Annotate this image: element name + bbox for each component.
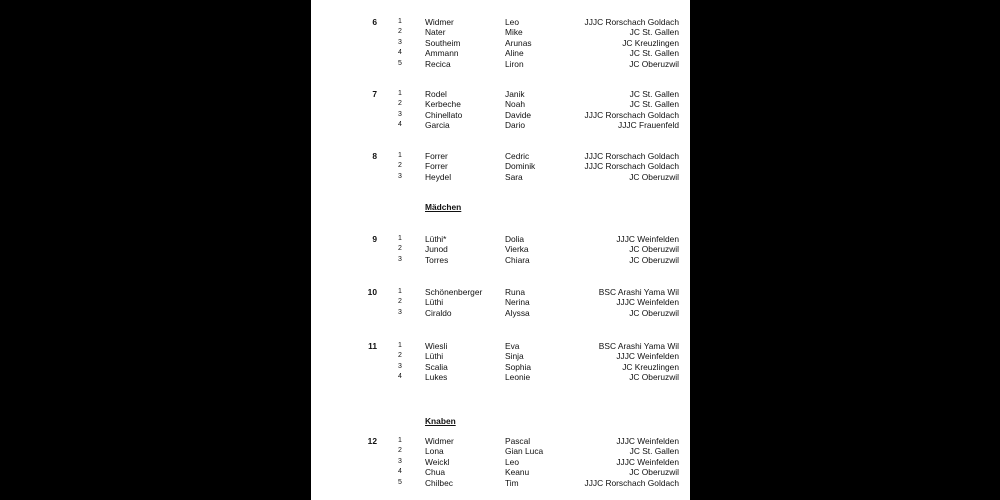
last-name: Ammann: [425, 48, 459, 59]
result-row: [311, 255, 690, 265]
last-name: Forrer: [425, 151, 448, 161]
rank-number: 3: [398, 38, 402, 46]
first-name: Runa: [505, 287, 526, 297]
club-name: JC Oberuzwil: [629, 307, 679, 318]
last-name: Chua: [425, 467, 446, 478]
last-name: Forrer: [425, 161, 448, 172]
club-name: JJJC Weinfelden: [616, 351, 679, 362]
last-name: Garcia: [425, 120, 450, 131]
first-name: Sinja: [505, 351, 524, 362]
first-name: Sophia: [505, 361, 532, 372]
club-name: JC St. Gallen: [629, 89, 679, 99]
result-row: [311, 372, 690, 382]
last-name: Rodel: [425, 89, 447, 99]
result-row: [311, 89, 690, 99]
rank-number: 4: [398, 468, 402, 476]
club-name: JJJC Weinfelden: [616, 436, 679, 446]
rank-number: 4: [398, 121, 402, 129]
last-name: Torres: [425, 254, 449, 265]
last-name: Kerbeche: [425, 99, 461, 110]
first-name: Mike: [505, 27, 523, 38]
club-name: BSC Arashi Yama Wil: [598, 287, 679, 297]
last-name: Southeim: [425, 37, 461, 48]
result-row: [311, 161, 690, 171]
rank-number: 3: [398, 308, 402, 316]
club-name: JC Kreuzlingen: [622, 361, 679, 372]
last-name: Chilbec: [425, 477, 453, 488]
first-name: Eva: [505, 341, 520, 351]
club-name: JC Oberuzwil: [629, 372, 679, 383]
result-row: [311, 287, 690, 297]
group-number: 10: [367, 287, 377, 297]
rank-number: 1: [398, 90, 402, 97]
club-name: JJJC Rorschach Goldach: [584, 477, 679, 488]
group-number: 8: [372, 151, 377, 161]
first-name: Arunas: [505, 37, 532, 48]
rank-number: 2: [398, 298, 402, 306]
first-name: Pascal: [505, 436, 531, 446]
group-number: 6: [372, 17, 377, 27]
last-name: Weickl: [425, 456, 450, 467]
rank-number: 2: [398, 447, 402, 455]
club-name: JC St. Gallen: [629, 27, 679, 38]
result-row: [311, 457, 690, 467]
first-name: Chiara: [505, 254, 530, 265]
last-name: Widmer: [425, 436, 454, 446]
rank-number: 5: [398, 59, 402, 67]
last-name: Lüthi*: [425, 234, 447, 244]
rank-number: 2: [398, 100, 402, 108]
first-name: Leo: [505, 17, 519, 27]
rank-number: 1: [398, 288, 402, 295]
first-name: Janik: [505, 89, 525, 99]
first-name: Leo: [505, 456, 519, 467]
club-name: JJJC Weinfelden: [616, 456, 679, 467]
club-name: JC Oberuzwil: [629, 58, 679, 69]
result-row: [311, 351, 690, 361]
rank-number: 3: [398, 457, 402, 465]
rank-number: 2: [398, 28, 402, 36]
rank-number: 1: [398, 152, 402, 159]
club-name: JC St. Gallen: [629, 48, 679, 59]
last-name: Heydel: [425, 171, 452, 182]
club-name: JC Oberuzwil: [629, 171, 679, 182]
result-row: [311, 38, 690, 48]
last-name: Scalia: [425, 361, 448, 372]
result-row: [311, 467, 690, 477]
first-name: Gian Luca: [505, 446, 544, 457]
result-row: [311, 234, 690, 244]
club-name: JJJC Weinfelden: [616, 297, 679, 308]
first-name: Dario: [505, 120, 526, 131]
last-name: Recica: [425, 58, 451, 69]
first-name: Alyssa: [505, 307, 530, 318]
rank-number: 3: [398, 255, 402, 263]
club-name: JC St. Gallen: [629, 99, 679, 110]
club-name: JJJC Rorschach Goldach: [584, 17, 679, 27]
result-row: [311, 362, 690, 372]
rank-number: 1: [398, 235, 402, 242]
rank-number: 2: [398, 245, 402, 253]
first-name: Nerina: [505, 297, 530, 308]
rank-number: 5: [398, 478, 402, 486]
rank-number: 3: [398, 110, 402, 118]
club-name: JC Kreuzlingen: [622, 37, 679, 48]
section-heading-knaben: Knaben: [425, 416, 456, 426]
club-name: JJJC Rorschach Goldach: [584, 109, 679, 120]
rank-number: 1: [398, 342, 402, 349]
last-name: Ciraldo: [425, 307, 452, 318]
rank-number: 2: [398, 162, 402, 170]
club-name: BSC Arashi Yama Wil: [598, 341, 679, 351]
results-page: [311, 0, 690, 500]
last-name: Junod: [425, 244, 448, 255]
section-heading-maedchen: Mädchen: [425, 202, 462, 212]
result-row: [311, 341, 690, 351]
last-name: Widmer: [425, 17, 454, 27]
last-name: Lüthi: [425, 297, 444, 308]
result-row: [311, 172, 690, 182]
group-number: 12: [367, 436, 377, 446]
rank-number: 3: [398, 172, 402, 180]
last-name: Lüthi: [425, 351, 444, 362]
result-row: [311, 436, 690, 446]
result-row: [311, 120, 690, 130]
result-row: [311, 48, 690, 58]
first-name: Leonie: [505, 372, 531, 383]
result-row: [311, 17, 690, 27]
result-row: [311, 99, 690, 109]
club-name: JC Oberuzwil: [629, 244, 679, 255]
first-name: Noah: [505, 99, 526, 110]
first-name: Aline: [505, 48, 524, 59]
result-row: [311, 297, 690, 307]
rank-number: 4: [398, 49, 402, 57]
rank-number: 2: [398, 352, 402, 360]
last-name: Lona: [425, 446, 444, 457]
result-row: [311, 151, 690, 161]
result-row: [311, 478, 690, 488]
first-name: Vierka: [505, 244, 529, 255]
group-number: 7: [372, 89, 377, 99]
rank-number: 1: [398, 18, 402, 25]
first-name: Sara: [505, 171, 523, 182]
last-name: Chinellato: [425, 109, 463, 120]
rank-number: 3: [398, 362, 402, 370]
result-row: [311, 446, 690, 456]
club-name: JC Oberuzwil: [629, 467, 679, 478]
last-name: Schönenberger: [425, 287, 483, 297]
club-name: JJJC Frauenfeld: [618, 120, 679, 131]
result-row: [311, 308, 690, 318]
club-name: JJJC Rorschach Goldach: [584, 151, 679, 161]
last-name: Nater: [425, 27, 446, 38]
first-name: Tim: [505, 477, 519, 488]
first-name: Dolia: [505, 234, 525, 244]
club-name: JC St. Gallen: [629, 446, 679, 457]
last-name: Wiesli: [425, 341, 448, 351]
first-name: Keanu: [505, 467, 530, 478]
result-row: [311, 27, 690, 37]
first-name: Davide: [505, 109, 532, 120]
first-name: Cedric: [505, 151, 530, 161]
rank-number: 4: [398, 373, 402, 381]
club-name: JJJC Rorschach Goldach: [584, 161, 679, 172]
result-row: [311, 244, 690, 254]
result-row: [311, 59, 690, 69]
club-name: JJJC Weinfelden: [616, 234, 679, 244]
result-row: [311, 110, 690, 120]
group-number: 9: [372, 234, 377, 244]
group-number: 11: [368, 341, 377, 351]
club-name: JC Oberuzwil: [629, 254, 679, 265]
rank-number: 1: [398, 437, 402, 444]
first-name: Liron: [505, 58, 524, 69]
last-name: Lukes: [425, 372, 448, 383]
first-name: Dominik: [505, 161, 536, 172]
